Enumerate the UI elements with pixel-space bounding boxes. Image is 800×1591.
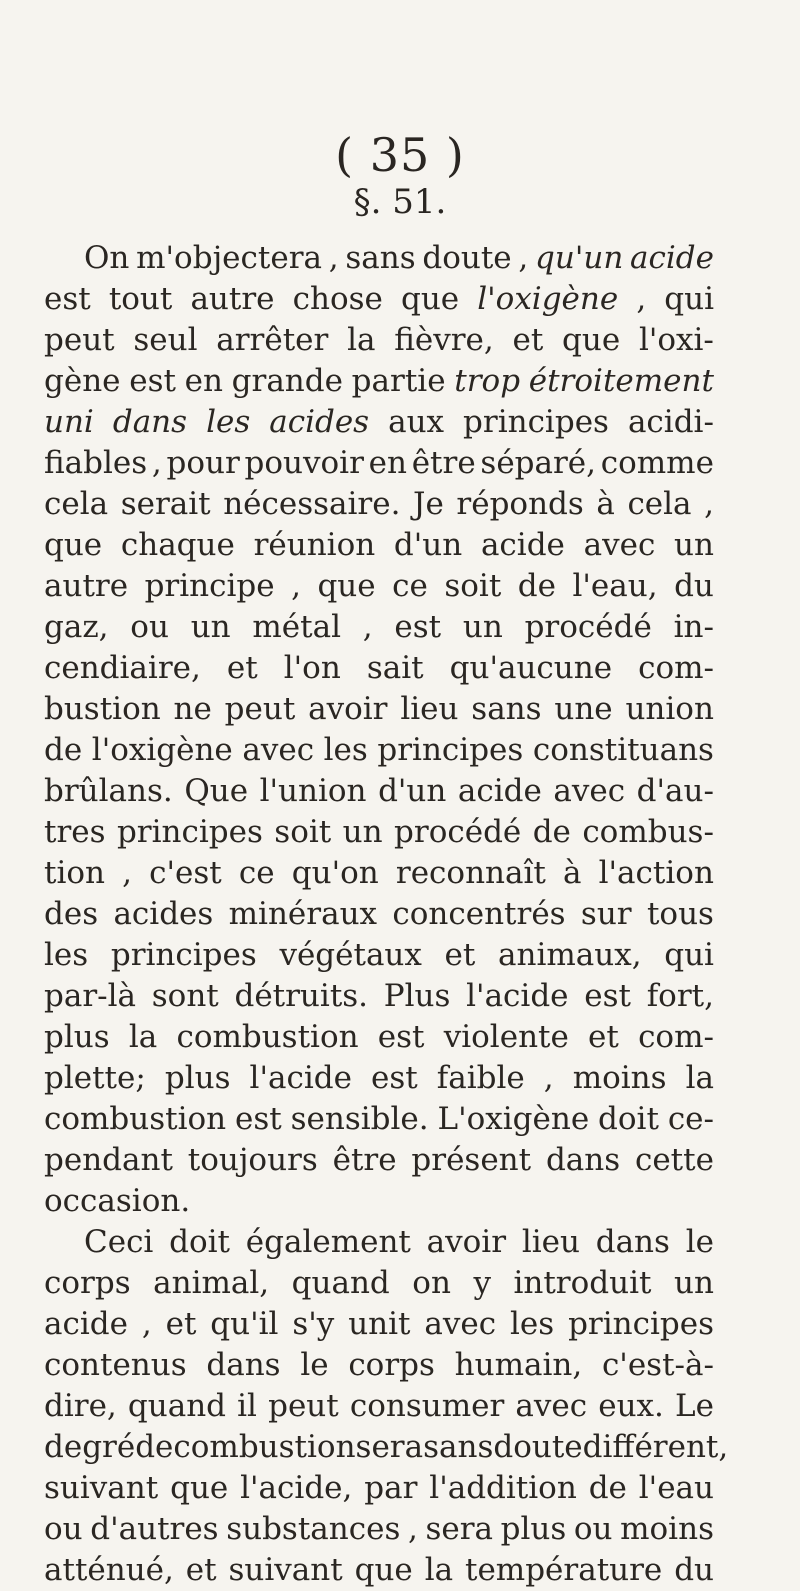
word: tous bbox=[646, 896, 714, 932]
word: qu'il bbox=[210, 1306, 279, 1342]
word: également bbox=[245, 1224, 411, 1260]
word: l'union bbox=[259, 773, 367, 809]
word: est bbox=[235, 1101, 282, 1137]
word: avoir bbox=[308, 691, 388, 727]
word: gène bbox=[44, 363, 121, 399]
word: minéraux bbox=[228, 896, 378, 932]
word: fort, bbox=[646, 978, 714, 1014]
word: par-là bbox=[44, 978, 137, 1014]
word: tout bbox=[108, 281, 173, 317]
text-line bbox=[44, 484, 714, 525]
word: eux. bbox=[598, 1388, 664, 1424]
word: L'oxigène bbox=[437, 1101, 590, 1137]
word: un bbox=[190, 609, 231, 645]
word: que bbox=[170, 1470, 229, 1506]
word: et bbox=[185, 1552, 217, 1588]
page-number: ( 35 ) bbox=[335, 128, 465, 182]
text-line bbox=[44, 689, 714, 730]
word: combus- bbox=[582, 814, 714, 850]
word: acide bbox=[44, 1306, 128, 1342]
word: gaz, bbox=[44, 609, 109, 645]
word: l'eau, bbox=[572, 568, 658, 604]
text-line bbox=[44, 894, 714, 935]
word: quand bbox=[127, 1388, 227, 1424]
word: c'est-à- bbox=[601, 1347, 714, 1383]
word: , bbox=[141, 1306, 152, 1342]
word: moins bbox=[572, 1060, 667, 1096]
word: Que bbox=[184, 773, 249, 809]
word: ou bbox=[44, 1511, 83, 1547]
word: et bbox=[588, 1019, 619, 1055]
word: plette; bbox=[44, 1060, 146, 1096]
text-line bbox=[44, 1304, 714, 1345]
word: en bbox=[368, 445, 407, 481]
word: cette bbox=[634, 1142, 714, 1178]
word: principes bbox=[110, 937, 257, 973]
word: pouvoir bbox=[244, 445, 364, 481]
word: par bbox=[364, 1470, 418, 1506]
word: brûlans. bbox=[44, 773, 173, 809]
word: et bbox=[226, 650, 258, 686]
word: principe bbox=[144, 568, 275, 604]
word: être bbox=[411, 445, 476, 481]
word: principes bbox=[377, 732, 524, 768]
text-line bbox=[44, 361, 714, 402]
text-line bbox=[44, 279, 714, 320]
word: contenus bbox=[44, 1347, 187, 1383]
word: uni bbox=[44, 404, 94, 440]
word: est bbox=[377, 1019, 425, 1055]
word: On bbox=[84, 240, 130, 276]
word: dans bbox=[206, 1347, 281, 1383]
word: acide bbox=[630, 240, 714, 276]
word: principes bbox=[116, 814, 263, 850]
word: com- bbox=[638, 650, 714, 686]
word: les bbox=[206, 404, 251, 440]
word: est bbox=[370, 1060, 418, 1096]
text-line bbox=[44, 1222, 714, 1263]
word: fièvre, bbox=[394, 322, 494, 358]
word: principes bbox=[568, 1306, 714, 1342]
word: toujours bbox=[187, 1142, 318, 1178]
text-line bbox=[44, 607, 714, 648]
word: est bbox=[129, 363, 176, 399]
word: la bbox=[347, 322, 376, 358]
text-line bbox=[44, 1386, 714, 1427]
word: comme bbox=[600, 445, 714, 481]
word: sont bbox=[151, 978, 219, 1014]
word: procédé bbox=[394, 814, 522, 850]
word: qu'on bbox=[291, 855, 379, 891]
word: ne bbox=[173, 691, 212, 727]
word: de bbox=[532, 814, 571, 850]
word: tion bbox=[44, 855, 106, 891]
word: et bbox=[512, 322, 544, 358]
word: , bbox=[543, 1060, 554, 1096]
word: , bbox=[636, 281, 647, 317]
word: ce- bbox=[667, 1101, 714, 1137]
word: occasion. bbox=[44, 1183, 191, 1219]
word: les bbox=[323, 732, 368, 768]
word: animal, bbox=[153, 1265, 270, 1301]
word: qui bbox=[664, 937, 714, 973]
word: , bbox=[407, 1511, 418, 1547]
word: d'un bbox=[393, 527, 463, 563]
word: trop bbox=[454, 363, 521, 399]
word: sur bbox=[580, 896, 632, 932]
word: le bbox=[300, 1347, 329, 1383]
word: avoir bbox=[426, 1224, 507, 1260]
word: acides bbox=[269, 404, 370, 440]
word: pendant bbox=[44, 1142, 173, 1178]
word: ou bbox=[573, 1511, 613, 1547]
word: sait bbox=[366, 650, 424, 686]
word: nécessaire. bbox=[223, 486, 401, 522]
word: in- bbox=[673, 609, 714, 645]
word: que bbox=[44, 527, 103, 563]
word: doit bbox=[598, 1101, 659, 1137]
word: plus bbox=[44, 1019, 110, 1055]
word: sera bbox=[425, 1511, 494, 1547]
word: ou bbox=[130, 609, 169, 645]
text-line bbox=[44, 1550, 714, 1591]
section-heading: §. 51. bbox=[353, 182, 447, 222]
word: du bbox=[674, 1552, 714, 1588]
word: avec bbox=[583, 527, 656, 563]
word: lieu bbox=[400, 691, 459, 727]
word: acidi- bbox=[627, 404, 714, 440]
word: Plus bbox=[383, 978, 451, 1014]
word: peut bbox=[44, 322, 115, 358]
word: quand bbox=[291, 1265, 390, 1301]
word: le bbox=[685, 1224, 714, 1260]
text-line bbox=[44, 402, 714, 443]
word: union bbox=[625, 691, 714, 727]
word: arrêter bbox=[216, 322, 329, 358]
word: peut bbox=[224, 691, 296, 727]
word: consumer bbox=[349, 1388, 505, 1424]
word: y bbox=[473, 1265, 491, 1301]
word: grande bbox=[231, 363, 343, 399]
word: humain, bbox=[454, 1347, 583, 1383]
word: degré bbox=[44, 1429, 136, 1465]
text-line bbox=[44, 443, 714, 484]
word: l'oxigène bbox=[91, 732, 233, 768]
text-line bbox=[44, 1140, 714, 1181]
word: animaux, bbox=[498, 937, 642, 973]
word: autre bbox=[44, 568, 129, 604]
word: est bbox=[44, 281, 91, 317]
word: acide bbox=[457, 773, 542, 809]
word: un bbox=[674, 1265, 714, 1301]
word: dans bbox=[545, 1142, 621, 1178]
word: s'y bbox=[292, 1306, 335, 1342]
word: est bbox=[584, 978, 631, 1014]
word: sensible. bbox=[290, 1101, 429, 1137]
word: cendiaire, bbox=[44, 650, 201, 686]
word: d'autres bbox=[90, 1511, 219, 1547]
word: combustion bbox=[44, 1101, 227, 1137]
word: ce bbox=[392, 568, 428, 604]
word: que bbox=[317, 568, 376, 604]
word: on bbox=[412, 1265, 451, 1301]
text-line bbox=[44, 320, 714, 361]
word: la bbox=[128, 1019, 158, 1055]
word: ce bbox=[238, 855, 275, 891]
text-line bbox=[44, 730, 714, 771]
word: sera bbox=[355, 1429, 424, 1465]
word: acides bbox=[113, 896, 214, 932]
text-line bbox=[44, 812, 714, 853]
word: à bbox=[596, 486, 615, 522]
text-line bbox=[44, 1181, 714, 1222]
word: l'acide bbox=[466, 978, 569, 1014]
word: atténué, bbox=[44, 1552, 174, 1588]
word: cela bbox=[44, 486, 109, 522]
word: l'acide bbox=[249, 1060, 352, 1096]
word: , bbox=[151, 445, 162, 481]
word: qu'aucune bbox=[449, 650, 613, 686]
word: la bbox=[685, 1060, 714, 1096]
word: suivant bbox=[228, 1552, 343, 1588]
word: combustion bbox=[173, 1429, 356, 1465]
text-line bbox=[44, 1468, 714, 1509]
word: sans bbox=[423, 1429, 494, 1465]
word: un bbox=[342, 814, 383, 850]
word: bustion bbox=[44, 691, 161, 727]
word: à bbox=[563, 855, 582, 891]
word: unit bbox=[348, 1306, 411, 1342]
word: présent bbox=[411, 1142, 532, 1178]
word: procédé bbox=[524, 609, 652, 645]
word: être bbox=[332, 1142, 397, 1178]
word: combustion bbox=[176, 1019, 359, 1055]
word: Le bbox=[675, 1388, 714, 1424]
word: de bbox=[517, 568, 556, 604]
word: avec bbox=[515, 1388, 588, 1424]
word: différent, bbox=[582, 1429, 729, 1465]
word: l'on bbox=[283, 650, 341, 686]
text-line bbox=[44, 1427, 729, 1468]
text-line bbox=[44, 853, 714, 894]
word: et bbox=[165, 1306, 197, 1342]
word: concentrés bbox=[392, 896, 566, 932]
word: étroitement bbox=[528, 363, 714, 399]
word: l'acide, bbox=[240, 1470, 353, 1506]
word: et bbox=[444, 937, 476, 973]
text-line bbox=[44, 1099, 714, 1140]
word: tres bbox=[44, 814, 106, 850]
text-line bbox=[44, 976, 714, 1017]
word: pour bbox=[166, 445, 240, 481]
word: avec bbox=[553, 773, 626, 809]
word: lieu bbox=[521, 1224, 580, 1260]
text-line bbox=[44, 648, 714, 689]
word: , bbox=[328, 240, 339, 276]
word: dans bbox=[595, 1224, 670, 1260]
word: de bbox=[588, 1470, 627, 1506]
word: Je bbox=[413, 486, 444, 522]
text-line bbox=[44, 1345, 714, 1386]
word: peut bbox=[268, 1388, 339, 1424]
word: principes bbox=[463, 404, 609, 440]
word: m'objectera bbox=[136, 240, 322, 276]
word: dans bbox=[112, 404, 188, 440]
word: seul bbox=[133, 322, 198, 358]
word: fiables bbox=[44, 445, 148, 481]
word: les bbox=[44, 937, 89, 973]
word: corps bbox=[348, 1347, 435, 1383]
word: des bbox=[44, 896, 99, 932]
word: d'un bbox=[378, 773, 447, 809]
body-text bbox=[44, 238, 729, 1591]
word: doute bbox=[422, 240, 512, 276]
word: doute bbox=[493, 1429, 583, 1465]
word: réunion bbox=[253, 527, 376, 563]
word: , bbox=[704, 486, 714, 522]
text-line bbox=[44, 525, 714, 566]
word: plus bbox=[164, 1060, 231, 1096]
word: la bbox=[424, 1552, 454, 1588]
word: les bbox=[510, 1306, 555, 1342]
word: , bbox=[518, 240, 529, 276]
word: autre bbox=[190, 281, 275, 317]
word: suivant bbox=[44, 1470, 159, 1506]
text-line bbox=[44, 935, 714, 976]
word: de bbox=[135, 1429, 174, 1465]
word: Ceci bbox=[84, 1224, 154, 1260]
word: sans bbox=[345, 240, 416, 276]
word: doit bbox=[169, 1224, 230, 1260]
word: qui bbox=[664, 281, 714, 317]
word: soit bbox=[274, 814, 332, 850]
text-line bbox=[44, 1017, 714, 1058]
word: l'eau bbox=[638, 1470, 714, 1506]
word: l'addition bbox=[429, 1470, 577, 1506]
word: violente bbox=[443, 1019, 569, 1055]
word: , bbox=[362, 609, 373, 645]
text-line bbox=[44, 566, 714, 607]
word: sans bbox=[471, 691, 542, 727]
text-line bbox=[44, 1058, 714, 1099]
word: qu'un bbox=[535, 240, 624, 276]
word: , bbox=[122, 855, 133, 891]
word: l'action bbox=[598, 855, 714, 891]
word: végétaux bbox=[279, 937, 422, 973]
text-line bbox=[44, 238, 714, 279]
word: cela bbox=[627, 486, 692, 522]
word: faible bbox=[436, 1060, 525, 1096]
word: aux bbox=[388, 404, 445, 440]
text-line bbox=[44, 771, 714, 812]
word: un bbox=[462, 609, 503, 645]
word: détruits. bbox=[234, 978, 369, 1014]
word: constituans bbox=[532, 732, 714, 768]
word: du bbox=[674, 568, 714, 604]
word: dire, bbox=[44, 1388, 117, 1424]
word: une bbox=[554, 691, 613, 727]
text-line bbox=[44, 1263, 714, 1304]
word: com- bbox=[638, 1019, 714, 1055]
word: séparé, bbox=[480, 445, 597, 481]
word: corps bbox=[44, 1265, 131, 1301]
word: chose bbox=[292, 281, 383, 317]
word: c'est bbox=[149, 855, 222, 891]
word: l'oxi- bbox=[638, 322, 714, 358]
word: plus bbox=[500, 1511, 567, 1547]
word: réponds bbox=[456, 486, 584, 522]
word: il bbox=[237, 1388, 257, 1424]
word: avec bbox=[242, 732, 315, 768]
word: partie bbox=[351, 363, 446, 399]
word: l'oxigène bbox=[477, 281, 619, 317]
word: soit bbox=[444, 568, 502, 604]
word: que bbox=[354, 1552, 413, 1588]
text-line bbox=[44, 1509, 714, 1550]
word: substances bbox=[226, 1511, 401, 1547]
word: reconnaît bbox=[395, 855, 546, 891]
word: d'au- bbox=[636, 773, 714, 809]
word: métal bbox=[252, 609, 341, 645]
word: que bbox=[562, 322, 621, 358]
word: introduit bbox=[513, 1265, 652, 1301]
word: serait bbox=[120, 486, 211, 522]
word: que bbox=[400, 281, 460, 317]
word: , bbox=[291, 568, 301, 604]
word: en bbox=[184, 363, 223, 399]
word: de bbox=[44, 732, 83, 768]
word: avec bbox=[424, 1306, 497, 1342]
word: moins bbox=[620, 1511, 714, 1547]
word: un bbox=[674, 527, 714, 563]
word: est bbox=[394, 609, 442, 645]
word: température bbox=[465, 1552, 663, 1588]
word: chaque bbox=[120, 527, 235, 563]
word: acide bbox=[480, 527, 565, 563]
